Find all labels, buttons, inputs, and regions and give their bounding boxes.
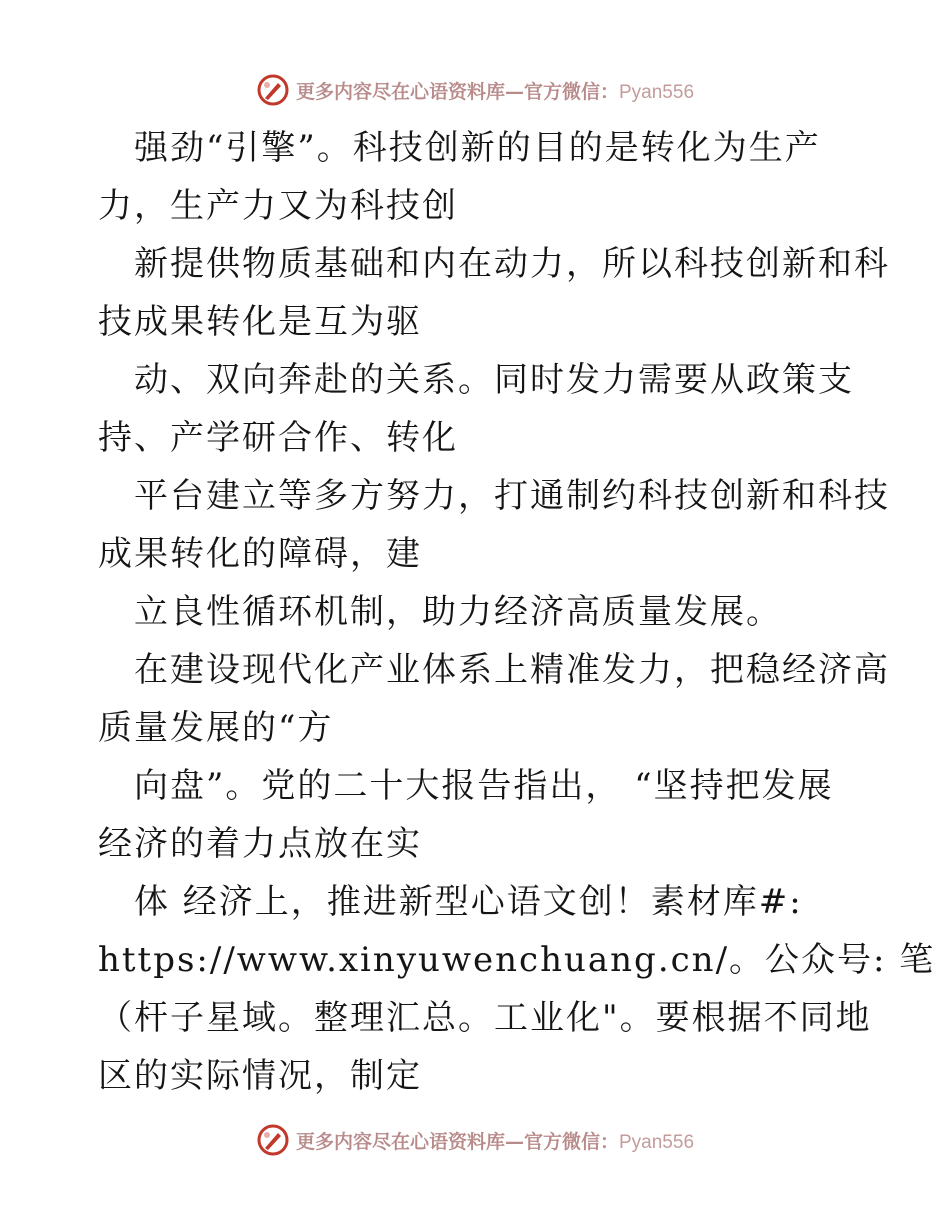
text-line: （杆子星域。整理汇总。工业化"。要根据不同地	[98, 998, 872, 1038]
text-line: 向盘”。党的二十大报告指出， “坚持把发展	[134, 766, 834, 806]
footer-watermark	[0, 1120, 950, 1160]
text-line: https://www.xinyuwenchuang.cn/。公众号: 笔	[98, 940, 936, 980]
text-line: 体 经济上，推进新型心语文创！素材库#:	[134, 882, 803, 922]
text-line: 立良性循环机制，助力经济高质量发展。	[134, 592, 782, 632]
text-line: 强劲“引擎”。科技创新的目的是转化为生产	[134, 128, 821, 168]
text-line: 成果转化的障碍，建	[98, 534, 422, 574]
text-line: 平台建立等多方努力，打通制约科技创新和科技	[134, 476, 890, 516]
text-line: 新提供物质基础和内在动力，所以科技创新和科	[134, 244, 890, 284]
pen-logo-icon	[256, 1123, 290, 1157]
text-line: 动、双向奔赴的关系。同时发力需要从政策支	[134, 360, 854, 400]
text-line: 持、产学研合作、转化	[98, 418, 458, 458]
text-line: 经济的着力点放在实	[98, 824, 422, 864]
text-line: 在建设现代化产业体系上精准发力，把稳经济高	[134, 650, 890, 690]
watermark-text: 更多内容尽在心语资料库—官方微信：Pyan556	[295, 1130, 695, 1153]
text-line: 技成果转化是互为驱	[98, 302, 422, 342]
watermark-text: 更多内容尽在心语资料库—官方微信：Pyan556	[295, 80, 695, 103]
text-line: 区的实际情况，制定	[98, 1056, 422, 1096]
text-line: 力，生产力又为科技创	[98, 186, 458, 226]
pen-logo-icon	[256, 73, 290, 107]
header-watermark	[0, 70, 950, 110]
text-line: 质量发展的“方	[98, 708, 334, 748]
